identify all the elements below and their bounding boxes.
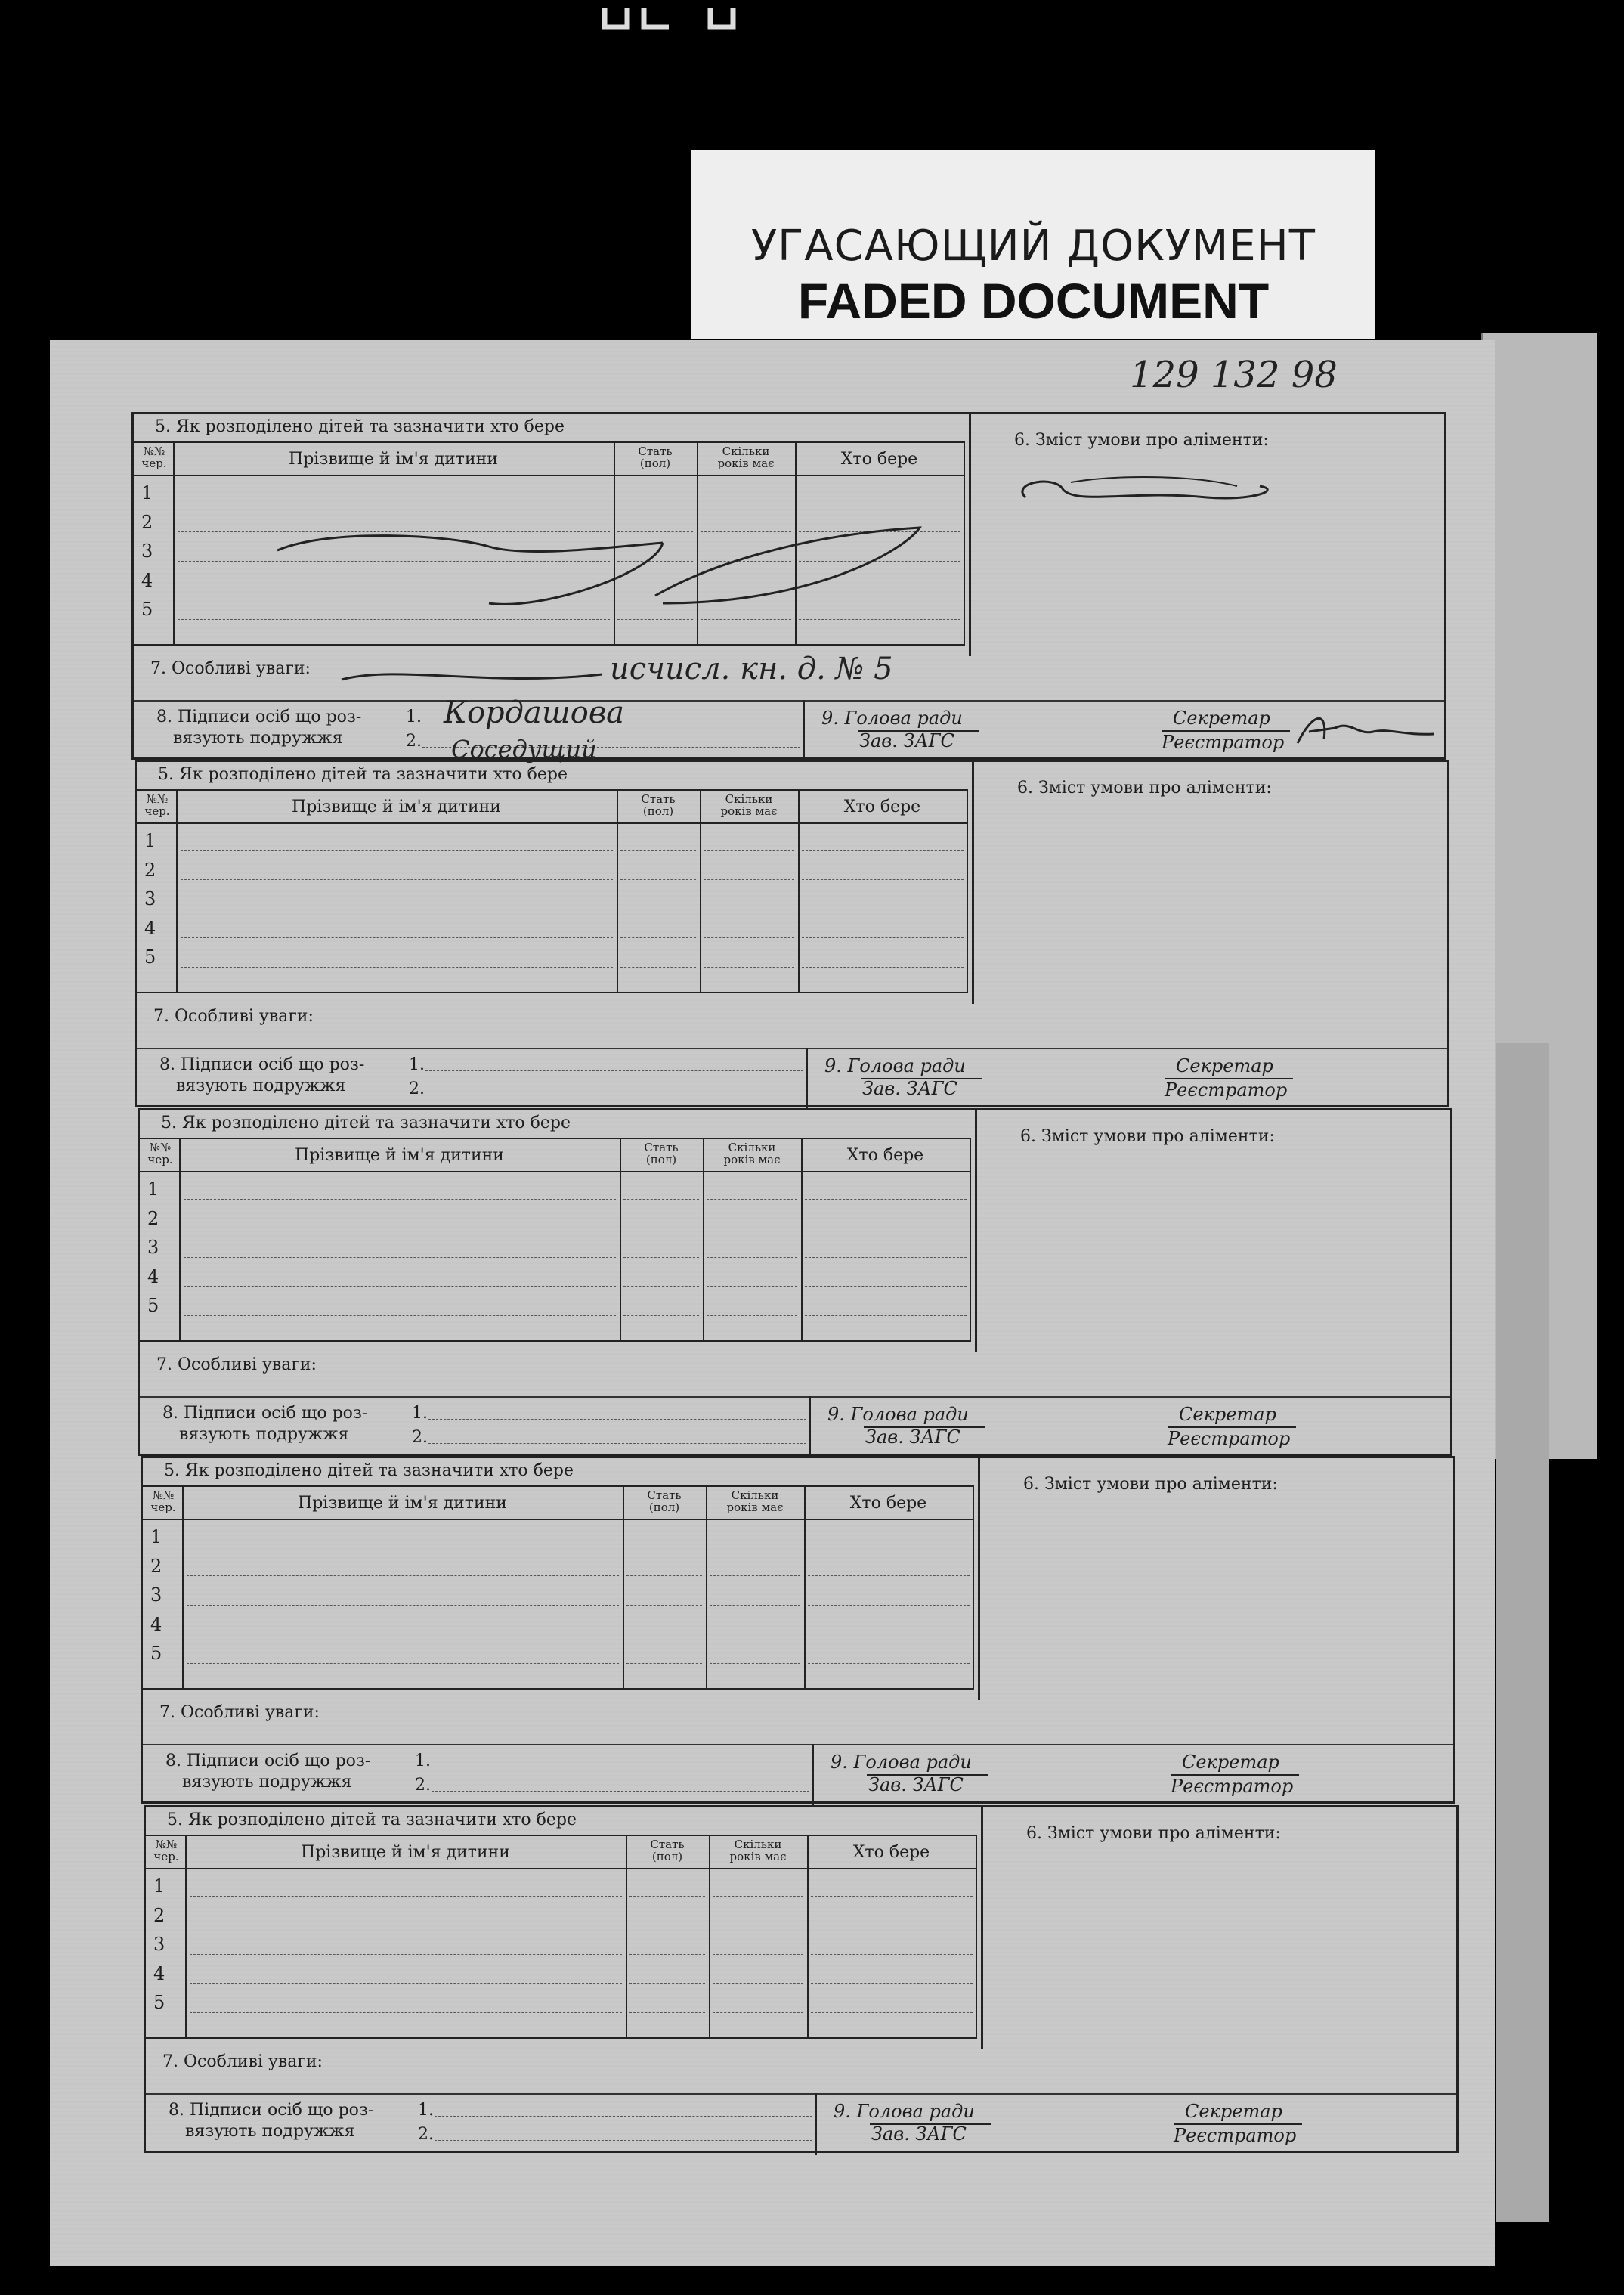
secretary-label: Секретар: [1173, 708, 1270, 729]
row-dotted-line: [802, 879, 964, 880]
stamp-text-ua: УГАСАЮЩИЙ ДОКУМЕНТ: [750, 221, 1316, 271]
row-dotted-line: [707, 1315, 797, 1316]
section-6-title: 6. Зміст умови про аліменти:: [1014, 431, 1269, 450]
row-dotted-line: [811, 1954, 973, 1955]
signature-1-line: [425, 1070, 803, 1071]
section-divider: [972, 762, 974, 1004]
section-9-title: 9. Голова ради: [834, 2101, 975, 2122]
column-divider: [697, 443, 698, 644]
section-8-row: [140, 1396, 1450, 1458]
col-header-sex-line2: (пол): [648, 1500, 680, 1514]
row-number: 3: [153, 1934, 165, 1955]
section-7-row: [143, 1690, 1453, 1745]
column-divider: [626, 1836, 627, 2037]
row-number: 4: [153, 1962, 165, 1984]
row-dotted-line: [802, 850, 964, 851]
children-table: [134, 441, 965, 646]
column-divider: [182, 1487, 184, 1688]
col-header-child-name: Прізвище й ім'я дитини: [292, 798, 501, 816]
row-dotted-line: [190, 1896, 622, 1897]
registrar-label: Реєстратор: [1168, 1428, 1291, 1449]
registrar-label: Реєстратор: [1171, 1776, 1294, 1797]
special-notes-text: исчисл. кн. д. № 5: [610, 652, 893, 686]
section-9-title: 9. Голова ради: [824, 1055, 966, 1076]
col-header-sex-line1: Стать: [644, 1141, 679, 1154]
column-divider: [617, 791, 618, 992]
row-dotted-line: [713, 1954, 803, 1955]
children-table: [140, 1138, 971, 1342]
row-dotted-line: [805, 1315, 967, 1316]
row-dotted-line: [620, 850, 696, 851]
row-dotted-line: [811, 1896, 973, 1897]
section-7-title: 7. Особливі уваги:: [159, 1703, 320, 1722]
zags-label: Зав. ЗАГС: [871, 2123, 967, 2145]
row-dotted-line: [704, 937, 794, 938]
section-7-title: 7. Особливі уваги:: [156, 1355, 317, 1374]
col-header-age-line2: років має: [717, 456, 775, 470]
row-dotted-line: [184, 1257, 616, 1258]
col-header-number: [141, 1142, 179, 1166]
col-header-age-line1: Скільки: [725, 792, 773, 806]
signature-2-label: 2.: [406, 732, 422, 751]
row-dotted-line: [808, 1575, 970, 1576]
row-dotted-line: [707, 1257, 797, 1258]
row-dotted-line: [620, 879, 696, 880]
col-header-sex: [623, 1490, 706, 1514]
form-block-5: [144, 1805, 1459, 2153]
row-dotted-line: [190, 1954, 622, 1955]
section-8-title-line1: 8. Підписи осіб що роз-: [156, 708, 362, 726]
section-8-title-line2: вязують подружжя: [185, 2122, 355, 2141]
stamp-text-en: FADED DOCUMENT: [797, 273, 1270, 329]
row-dotted-line: [623, 1315, 699, 1316]
column-divider: [614, 443, 615, 644]
row-dotted-line: [181, 879, 613, 880]
secretary-label: Секретар: [1176, 1055, 1273, 1076]
column-divider: [620, 1139, 621, 1340]
zags-label: Зав. ЗАГС: [862, 1078, 957, 1099]
section-divider: [981, 1807, 983, 2049]
row-number: 5: [147, 1295, 159, 1316]
signature-2-label: 2.: [409, 1079, 425, 1098]
col-header-number-line1: №№: [143, 444, 165, 458]
row-number: 2: [144, 859, 156, 881]
section-7-row: [140, 1342, 1450, 1398]
row-dotted-line: [799, 531, 960, 532]
col-header-age-line2: років має: [726, 1500, 784, 1514]
zags-label: Зав. ЗАГС: [865, 1426, 960, 1448]
row-dotted-line: [802, 937, 964, 938]
col-header-number: [138, 794, 176, 818]
signature-1-line: [435, 2116, 812, 2117]
row-dotted-line: [805, 1257, 967, 1258]
col-header-sex-line2: (пол): [651, 1849, 683, 1863]
page-numbers-handwritten: [1130, 354, 1447, 414]
section-8-divider: [812, 1744, 814, 1806]
row-dotted-line: [187, 1575, 619, 1576]
col-header-age: [709, 1839, 807, 1863]
row-dotted-line: [710, 1663, 800, 1664]
row-dotted-line: [626, 1663, 702, 1664]
row-dotted-line: [802, 967, 964, 968]
row-dotted-line: [184, 1286, 616, 1287]
col-header-number-line1: №№: [146, 792, 169, 806]
row-dotted-line: [178, 619, 610, 620]
children-table: [137, 789, 968, 993]
table-header-divider: [140, 1171, 971, 1172]
secretary-label: Секретар: [1182, 1751, 1279, 1773]
row-dotted-line: [181, 937, 613, 938]
row-dotted-line: [620, 937, 696, 938]
section-6-title: 6. Зміст умови про аліменти:: [1020, 1127, 1275, 1146]
row-number: 1: [150, 1526, 162, 1547]
section-8-row: [137, 1048, 1447, 1110]
underlying-sheet-edge: [1496, 1043, 1549, 2222]
zags-label: Зав. ЗАГС: [868, 1774, 964, 1795]
col-header-age-line1: Скільки: [728, 1141, 776, 1154]
row-dotted-line: [623, 1257, 699, 1258]
col-header-sex-line1: Стать: [650, 1838, 685, 1851]
signature-2-line: [422, 747, 800, 748]
secretary-label: Секретар: [1185, 2101, 1282, 2122]
row-dotted-line: [629, 1983, 705, 1984]
section-7-title: 7. Особливі уваги:: [162, 2052, 323, 2071]
section-5-title: 5. Як розподілено дітей та зазначити хто бере: [155, 417, 565, 436]
col-header-child-name: Прізвище й ім'я дитини: [295, 1146, 504, 1165]
secretary-label: Секретар: [1179, 1404, 1276, 1425]
column-divider: [795, 443, 797, 644]
signature-1-line: [428, 1419, 806, 1420]
registrar-label: Реєстратор: [1165, 1079, 1288, 1101]
section-7-row: [137, 993, 1447, 1049]
section-8-divider: [806, 1048, 808, 1110]
section-8-row: [134, 700, 1444, 762]
row-dotted-line: [181, 850, 613, 851]
col-header-number-line2: чер.: [147, 1152, 173, 1166]
row-dotted-line: [713, 1896, 803, 1897]
column-divider: [623, 1487, 624, 1688]
row-dotted-line: [710, 1575, 800, 1576]
row-number: 5: [144, 946, 156, 968]
row-dotted-line: [799, 619, 960, 620]
table-header-divider: [137, 822, 968, 824]
column-divider: [173, 443, 175, 644]
section-9-title: 9. Голова ради: [831, 1751, 972, 1773]
row-dotted-line: [707, 1199, 797, 1200]
form-block-4: [141, 1456, 1455, 1804]
row-number: 3: [141, 540, 153, 562]
row-dotted-line: [617, 531, 693, 532]
row-number: 1: [144, 830, 156, 851]
faded-document-stamp: [691, 150, 1375, 339]
row-dotted-line: [184, 1315, 616, 1316]
row-number: 4: [147, 1265, 159, 1287]
signature-1-label: 1.: [412, 1404, 428, 1423]
col-header-number-line1: №№: [155, 1838, 178, 1851]
column-divider: [179, 1139, 181, 1340]
col-header-age: [700, 794, 798, 818]
col-header-age-line1: Скільки: [734, 1838, 782, 1851]
row-number: 2: [153, 1904, 165, 1926]
column-divider: [709, 1836, 710, 2037]
section-7-title: 7. Особливі уваги:: [153, 1007, 314, 1026]
row-dotted-line: [629, 1954, 705, 1955]
col-header-sex-line1: Стать: [638, 444, 673, 458]
row-dotted-line: [805, 1199, 967, 1200]
table-header-divider: [146, 1868, 977, 1869]
row-dotted-line: [181, 967, 613, 968]
section-8-row: [143, 1744, 1453, 1806]
col-header-sex: [620, 1142, 703, 1166]
row-dotted-line: [187, 1663, 619, 1664]
registrar-label: Реєстратор: [1174, 2125, 1297, 2146]
col-header-age: [706, 1490, 804, 1514]
signature-2-line: [432, 1791, 809, 1792]
row-number: 1: [153, 1875, 165, 1897]
form-block-3: [138, 1108, 1452, 1456]
row-dotted-line: [811, 1983, 973, 1984]
col-header-number-line2: чер.: [144, 804, 170, 818]
col-header-age-line2: років має: [723, 1152, 781, 1166]
row-dotted-line: [190, 1983, 622, 1984]
children-table: [143, 1485, 974, 1690]
registrar-label: Реєстратор: [1162, 732, 1285, 753]
section-6-title: 6. Зміст умови про аліменти:: [1017, 779, 1272, 798]
section-6-title: 6. Зміст умови про аліменти:: [1026, 1824, 1281, 1843]
row-number: 5: [141, 599, 153, 620]
section-8-row: [146, 2093, 1456, 2155]
col-header-child-name: Прізвище й ім'я дитини: [301, 1843, 510, 1862]
col-header-sex-line1: Стать: [647, 1488, 682, 1502]
signature-1-handwriting: Кордашова: [444, 695, 624, 730]
row-number: 2: [141, 511, 153, 533]
form-block-2: [135, 760, 1449, 1107]
col-header-who-takes: Хто бере: [849, 1494, 927, 1513]
section-8-divider: [815, 2093, 817, 2155]
row-dotted-line: [629, 1896, 705, 1897]
signature-1-label: 1.: [418, 2101, 434, 2120]
table-header-divider: [143, 1519, 974, 1520]
row-dotted-line: [620, 967, 696, 968]
column-divider: [807, 1836, 809, 2037]
col-header-age: [697, 446, 795, 470]
row-dotted-line: [799, 561, 960, 562]
row-dotted-line: [808, 1663, 970, 1664]
row-dotted-line: [178, 531, 610, 532]
row-dotted-line: [190, 2012, 622, 2013]
signature-2-line: [428, 1443, 806, 1444]
row-dotted-line: [617, 561, 693, 562]
section-8-divider: [809, 1396, 811, 1458]
col-header-sex-line2: (пол): [642, 804, 674, 818]
section-7-title: 7. Особливі уваги:: [150, 659, 311, 678]
section-5-title: 5. Як розподілено дітей та зазначити хто бере: [158, 765, 568, 784]
section-8-title-line2: вязують подружжя: [179, 1425, 349, 1444]
row-dotted-line: [704, 967, 794, 968]
col-header-number-line1: №№: [149, 1141, 172, 1154]
section-8-title-line2: вязують подружжя: [173, 729, 343, 748]
row-number: 4: [144, 917, 156, 939]
column-divider: [700, 791, 701, 992]
section-9-title: 9. Голова ради: [821, 708, 963, 729]
col-header-sex: [626, 1839, 709, 1863]
row-number: 3: [144, 888, 156, 909]
row-dotted-line: [184, 1199, 616, 1200]
signature-1-label: 1.: [409, 1055, 425, 1074]
row-number: 1: [147, 1178, 159, 1200]
row-dotted-line: [617, 619, 693, 620]
section-8-title-line1: 8. Підписи осіб що роз-: [165, 1751, 371, 1770]
section-8-title-line1: 8. Підписи осіб що роз-: [162, 1404, 368, 1423]
row-number: 4: [141, 569, 153, 591]
row-dotted-line: [701, 619, 791, 620]
col-header-number-line2: чер.: [150, 1500, 176, 1514]
row-dotted-line: [808, 1605, 970, 1606]
col-header-child-name: Прізвище й ім'я дитини: [298, 1494, 507, 1513]
section-6-title: 6. Зміст умови про аліменти:: [1023, 1475, 1278, 1494]
row-dotted-line: [713, 2012, 803, 2013]
section-5-title: 5. Як розподілено дітей та зазначити хто бере: [161, 1113, 571, 1132]
row-dotted-line: [713, 1983, 803, 1984]
section-5-title: 5. Як розподілено дітей та зазначити хто бере: [167, 1810, 577, 1829]
row-dotted-line: [811, 2012, 973, 2013]
section-7-row: [146, 2039, 1456, 2095]
signature-2-label: 2.: [412, 1428, 428, 1447]
col-header-sex: [614, 446, 697, 470]
section-8-divider: [803, 700, 805, 762]
page-numbers-text: 129 132 98: [1130, 354, 1338, 396]
column-divider: [185, 1836, 187, 2037]
col-header-sex-line2: (пол): [645, 1152, 677, 1166]
col-header-sex-line1: Стать: [641, 792, 676, 806]
col-header-number: [144, 1490, 182, 1514]
column-divider: [973, 1487, 974, 1688]
section-8-title-line1: 8. Підписи осіб що роз-: [169, 2101, 374, 2120]
column-divider: [798, 791, 800, 992]
table-header-divider: [134, 475, 965, 476]
row-dotted-line: [187, 1605, 619, 1606]
col-header-who-takes: Хто бере: [846, 1146, 924, 1165]
row-dotted-line: [805, 1286, 967, 1287]
column-divider: [970, 1139, 971, 1340]
signature-2-label: 2.: [415, 1776, 431, 1795]
column-divider: [176, 791, 178, 992]
column-divider: [976, 1836, 977, 2037]
signature-2-handwriting: Соседущий: [451, 735, 597, 763]
children-table: [146, 1835, 977, 2039]
column-divider: [703, 1139, 704, 1340]
col-header-number: [147, 1839, 185, 1863]
row-dotted-line: [629, 2012, 705, 2013]
row-dotted-line: [623, 1199, 699, 1200]
row-dotted-line: [626, 1575, 702, 1576]
row-number: 1: [141, 482, 153, 503]
col-header-age-line2: років має: [729, 1849, 787, 1863]
signature-2-label: 2.: [418, 2125, 434, 2144]
column-divider: [801, 1139, 803, 1340]
section-8-title-line2: вязують подружжя: [182, 1773, 352, 1792]
section-7-row: [134, 646, 1444, 702]
row-dotted-line: [626, 1605, 702, 1606]
section-5-title: 5. Як розподілено дітей та зазначити хто бере: [164, 1461, 574, 1480]
row-number: 4: [150, 1613, 162, 1635]
signature-1-label: 1.: [415, 1751, 431, 1770]
row-number: 5: [153, 1992, 165, 2013]
column-divider: [804, 1487, 806, 1688]
section-8-title-line2: вязують подружжя: [176, 1076, 346, 1095]
row-number: 2: [150, 1555, 162, 1577]
section-divider: [969, 414, 971, 656]
row-dotted-line: [178, 561, 610, 562]
col-header-number: [135, 446, 173, 470]
col-header-number-line1: №№: [152, 1488, 175, 1502]
row-number: 2: [147, 1207, 159, 1229]
col-header-sex: [617, 794, 700, 818]
col-header-who-takes: Хто бере: [840, 450, 918, 469]
zags-label: Зав. ЗАГС: [859, 730, 954, 751]
row-dotted-line: [623, 1286, 699, 1287]
col-header-age: [703, 1142, 801, 1166]
signature-2-line: [435, 2140, 812, 2141]
col-header-age-line1: Скільки: [722, 444, 770, 458]
col-header-age-line1: Скільки: [731, 1488, 779, 1502]
col-header-number-line2: чер.: [141, 456, 167, 470]
col-header-who-takes: Хто бере: [843, 798, 921, 816]
section-9-title: 9. Голова ради: [827, 1404, 969, 1425]
row-dotted-line: [701, 531, 791, 532]
col-header-who-takes: Хто бере: [852, 1843, 930, 1862]
row-dotted-line: [707, 1286, 797, 1287]
row-number: 3: [150, 1584, 162, 1606]
row-dotted-line: [701, 561, 791, 562]
col-header-number-line2: чер.: [153, 1849, 179, 1863]
col-header-age-line2: років має: [720, 804, 778, 818]
form-block-1: [131, 412, 1446, 763]
col-header-child-name: Прізвище й ім'я дитини: [289, 450, 498, 469]
section-8-title-line1: 8. Підписи осіб що роз-: [159, 1055, 365, 1074]
column-divider: [964, 443, 965, 644]
row-dotted-line: [704, 879, 794, 880]
row-dotted-line: [704, 850, 794, 851]
section-divider: [975, 1110, 977, 1352]
section-divider: [978, 1458, 980, 1700]
column-divider: [967, 791, 968, 992]
col-header-sex-line2: (пол): [639, 456, 671, 470]
column-divider: [706, 1487, 707, 1688]
top-edge-marks: [597, 5, 793, 30]
signature-1-label: 1.: [406, 708, 422, 726]
row-number: 3: [147, 1237, 159, 1258]
row-number: 5: [150, 1643, 162, 1664]
row-dotted-line: [710, 1605, 800, 1606]
